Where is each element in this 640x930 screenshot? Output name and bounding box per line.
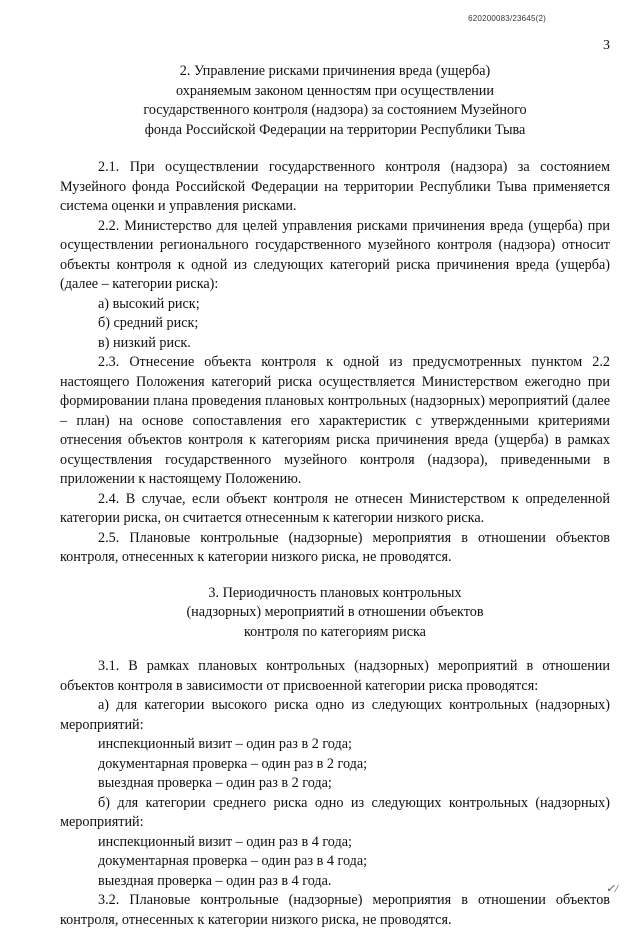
paragraph-2-4: 2.4. В случае, если объект контроля не отнесен Министерством к определенной категории риска, он считается отнесенным к категории низкого риска. bbox=[60, 490, 610, 526]
list-item: инспекционный визит – один раз в 2 года; bbox=[98, 736, 352, 752]
document-code: 620200083/23645(2) bbox=[468, 14, 546, 23]
paragraph-3-1-b: б) для категории среднего риска одно из следующих контрольных (надзорных) мероприятий: bbox=[60, 794, 610, 830]
heading-line: (надзорных) мероприятий в отношении объектов bbox=[186, 604, 484, 620]
list-item: а) высокий риск; bbox=[98, 295, 200, 312]
list-item: выездная проверка – один раз в 2 года; bbox=[98, 775, 332, 791]
list-item: в) низкий риск. bbox=[98, 334, 191, 351]
paragraph-2-2: 2.2. Министерство для целей управления рисками причинения вреда (ущерба) при осуществлении регионального государственного музейного контроля (надзора) относит объекты контроля к одной из следующих категорий риска причинения вреда (ущерба) (далее – категории риска): bbox=[60, 217, 610, 292]
list-item: инспекционный визит – один раз в 4 года; bbox=[98, 833, 352, 850]
list-item: документарная проверка – один раз в 4 года; bbox=[98, 853, 368, 869]
section-2-heading bbox=[60, 62, 610, 140]
paragraph-3-1-a: а) для категории высокого риска одно из следующих контрольных (надзорных) мероприятий: bbox=[60, 697, 610, 733]
paragraph-2-1: 2.1. При осуществлении государственного контроля (надзора) за состоянием Музейного фонда Российской Федерации на территории Республики Тыва применяется система оценки и управления рисками. bbox=[60, 159, 610, 214]
heading-line: государственного контроля (надзора) за состоянием Музейного bbox=[143, 102, 527, 118]
paragraph-3-2: 3.2. Плановые контрольные (надзорные) мероприятия в отношении объектов контроля, отнесенных к категории низкого риска, не проводятся. bbox=[60, 892, 610, 928]
paragraph-2-3: 2.3. Отнесение объекта контроля к одной из предусмотренных пунктом 2.2 настоящего Положения категорий риска осуществляется Министерством ежегодно при формировании плана проведения плановых контрольных (надзорных) мероприятий (далее – план) на основе сопоставления его характеристик с утвержденными критериями отнесения объектов контроля к категориям риска причинения вреда (ущерба) в рамках осуществления государственного музейного контроля (надзора), приведенными в приложении к настоящему Положению. bbox=[60, 354, 610, 487]
paragraph-2-5: 2.5. Плановые контрольные (надзорные) мероприятия в отношении объектов контроля, отнесенных к категории низкого риска, не проводятся. bbox=[60, 529, 610, 565]
heading-line: охраняемым законом ценностям при осуществлении bbox=[176, 82, 494, 99]
heading-line: контроля по категориям риска bbox=[244, 623, 426, 640]
handwritten-mark: ✓/ bbox=[605, 883, 618, 895]
heading-line: 3. Периодичность плановых контрольных bbox=[208, 584, 462, 601]
document-body bbox=[60, 62, 610, 930]
section-3-heading bbox=[60, 584, 610, 643]
page-number: 3 bbox=[603, 38, 610, 53]
heading-line: 2. Управление рисками причинения вреда (ущерба) bbox=[179, 63, 491, 79]
list-item: б) средний риск; bbox=[98, 315, 199, 331]
list-item: выездная проверка – один раз в 4 года. bbox=[98, 872, 332, 889]
paragraph-3-1: 3.1. В рамках плановых контрольных (надзорных) мероприятий в отношении объектов контроля в зависимости от присвоенной категории риска проводятся: bbox=[60, 658, 610, 694]
list-item: документарная проверка – один раз в 2 года; bbox=[98, 755, 368, 772]
heading-line: фонда Российской Федерации на территории Республики Тыва bbox=[144, 121, 526, 138]
